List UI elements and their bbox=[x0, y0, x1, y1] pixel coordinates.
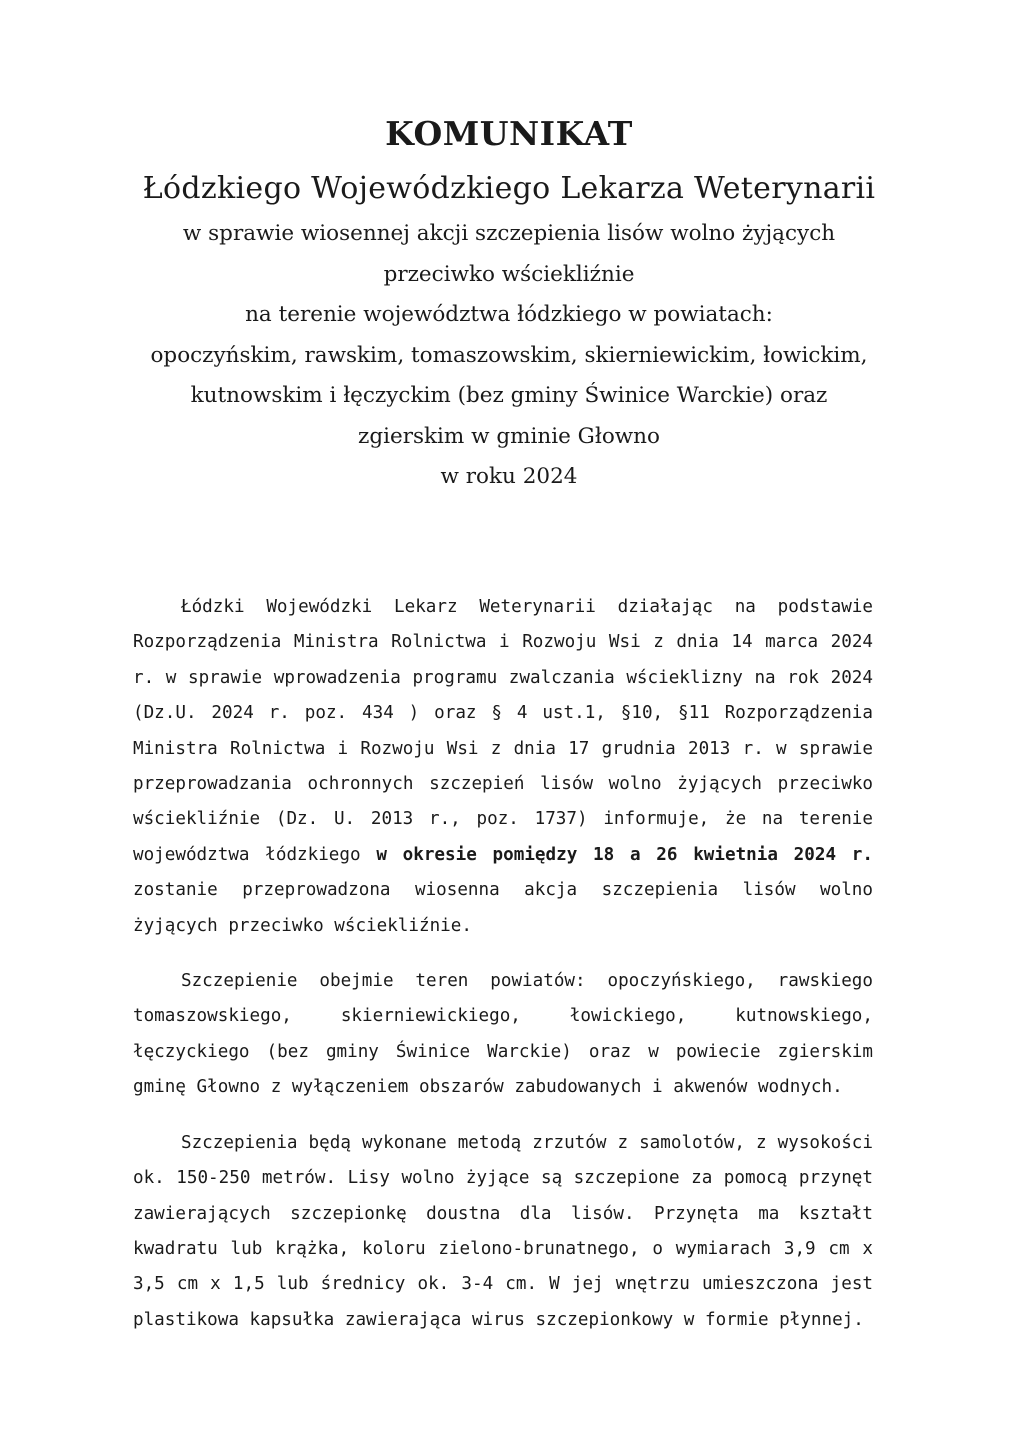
header-line-4: opoczyńskim, rawskim, tomaszowskim, skierniewickim, łowickim, bbox=[150, 342, 868, 368]
document-header bbox=[100, 112, 918, 498]
header-line-6: zgierskim w gminie Głowno bbox=[358, 423, 660, 449]
vaccination-period: w okresie pomiędzy 18 a 26 kwietnia 2024 r. bbox=[376, 844, 873, 865]
paragraph-1-text-before: Łódzki Wojewódzki Lekarz Weterynarii działając na podstawie Rozporządzenia Ministra Rolnictwa i Rozwoju Wsi z dnia 14 marca 2024 r. w sprawie wprowadzenia programu zwalczania wścieklizny na rok 2024 (Dz.U. 2024 r. poz. 434 ) oraz § 4 ust.1, §10, §11 Rozporządzenia Ministra Rolnictwa i Rozwoju Wsi z dnia 17 grudnia 2013 r. w sprawie przeprowadzania ochronnych szczepień lisów wolno żyjących przeciwko wściekliźnie (Dz. U. 2013 r., poz. 1737) informuje, że na terenie województwa łódzkiego bbox=[133, 597, 873, 865]
paragraph-1-text-after: zostanie przeprowadzona wiosenna akcja szczepienia lisów wolno żyjących przeciwko wściekliźnie. bbox=[133, 880, 873, 936]
header-line-5: kutnowskim i łęczyckim (bez gminy Świnice Warckie) oraz bbox=[190, 383, 828, 408]
document-subtitle: Łódzkiego Wojewódzkiego Lekarza Weterynarii bbox=[142, 171, 876, 206]
paragraph-method: Szczepienia będą wykonane metodą zrzutów z samolotów, z wysokości ok. 150-250 metrów. Lisy wolno żyjące są szczepione za pomocą przynęt zawierających szczepionkę doustna dla lisów. Przynęta ma kształt kwadratu lub krążka, koloru zielono-brunatnego, o wymiarach 3,9 cm x 3,5 cm x 1,5 lub średnicy ok. 3-4 cm. W jej wnętrzu umieszczona jest plastikowa kapsułka zawierająca wirus szczepionkowy w formie płynnej. bbox=[133, 1132, 873, 1330]
document-title: KOMUNIKAT bbox=[385, 114, 633, 153]
paragraph-area: Szczepienie obejmie teren powiatów: opoczyńskiego, rawskiego tomaszowskiego, skierniewickiego, łowickiego, kutnowskiego, łęczyckiego (bez gminy Świnice Warckie) oraz w powiecie zgierskim gminę Głowno z wyłączeniem obszarów zabudowanych i akwenów wodnych. bbox=[133, 971, 873, 1098]
header-line-1: w sprawie wiosennej akcji szczepienia lisów wolno żyjących bbox=[182, 221, 836, 246]
paragraph-legal-basis bbox=[133, 590, 873, 944]
document-body bbox=[133, 590, 873, 1358]
header-line-3: na terenie województwa łódzkiego w powiatach: bbox=[245, 302, 773, 327]
header-line-2: przeciwko wściekliźnie bbox=[383, 261, 635, 287]
header-line-7: w roku 2024 bbox=[440, 464, 578, 489]
